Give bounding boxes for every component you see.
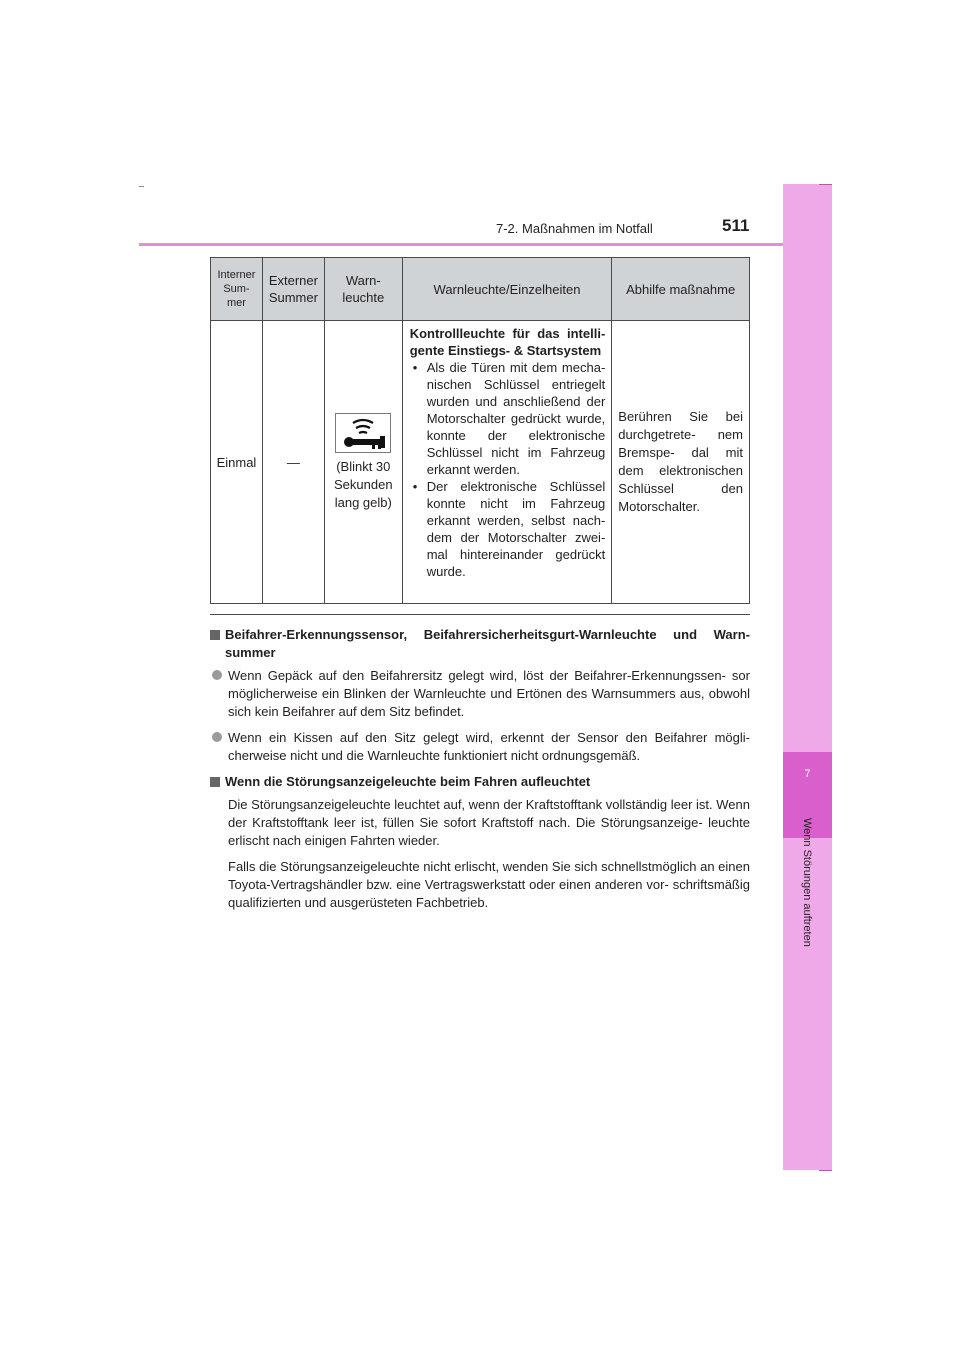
cell-details [402, 321, 612, 604]
detail-bullet: • Als die Türen mit dem mecha- nischen Schlüssel entriegelt wurden und anschließend der Motorschalter gedrückt wurde, konnte der elektronische Schlüssel nicht im Fahrzeug erkannt werden. [410, 359, 606, 478]
square-bullet-icon [210, 777, 220, 787]
chapter-title: Wenn Störungen auftreten [801, 818, 813, 947]
section-divider [210, 614, 750, 615]
table-row [211, 321, 750, 604]
side-tab-tick-bottom [819, 1170, 832, 1171]
list-item-text: Wenn Gepäck auf den Beifahrersitz gelegt wird, löst der Beifahrer-Erkennungssen- sor möglicherweise ein Blinken der Warnleuchte und Ertönen des Warnsummers aus, obwohl sich kein Beifahrer auf dem Sitz befindet. [228, 668, 750, 719]
header-rule [139, 243, 832, 246]
icon-blink-note: (Blinkt 30 Sekunden lang gelb) [334, 458, 393, 510]
paragraph: Falls die Störungsanzeigeleuchte nicht erlischt, wenden Sie sich schnellstmöglich an einen Toyota-Vertragshändler bzw. eine Vertragswerkstatt oder einen anderen vor- schriftsmäßig qualifizierten und ausgerüsteten Fachbetrieb. [228, 859, 750, 910]
section-title: 7-2. Maßnahmen im Notfall [496, 221, 653, 236]
chapter-side-tab [783, 184, 832, 1170]
header-details: Warnleuchte/Einzelheiten [402, 258, 612, 321]
detail-bullet-list [410, 359, 606, 580]
circle-bullet-icon [212, 732, 222, 742]
header-warning-light: Warn- leuchte [324, 258, 402, 321]
section-heading [210, 626, 750, 662]
chapter-number: 7 [804, 768, 811, 780]
cell-external-buzzer: — [262, 321, 324, 604]
page-number: 511 [722, 216, 750, 235]
header-external-buzzer: Externer Summer [262, 258, 324, 321]
header-internal-buzzer: Interner Sum- mer [211, 258, 263, 321]
cell-remedy: Berühren Sie bei durchgetrete- nem Bremspe- dal mit dem elektronischen Schlüssel den Motorschalter. [612, 321, 750, 604]
detail-title: Kontrollleuchte für das intelli- gente Einstiegs- & Startsystem [409, 326, 606, 358]
list-item [210, 729, 750, 765]
section-heading-text: Wenn die Störungsanzeigeleuchte beim Fahren aufleuchtet [225, 774, 591, 789]
section-heading-text: Beifahrer-Erkennungssensor, Beifahrersicherheitsgurt-Warnleuchte und Warn- summer [225, 627, 750, 660]
circle-bullet-icon [212, 670, 222, 680]
warning-table [210, 257, 750, 604]
list-item [210, 667, 750, 721]
paragraph: Die Störungsanzeigeleuchte leuchtet auf, wenn der Kraftstofftank vollständig leer ist. Wenn der Kraftstofftank leer ist, füllen Sie sofort Kraftstoff nach. Die Störungsanzeige- leuchte erlischt nach einigen Fahrten wieder. [228, 797, 750, 848]
corner-mark [139, 186, 144, 187]
table-header-row [211, 258, 750, 321]
cell-internal-buzzer: Einmal [211, 321, 263, 604]
header-remedy: Abhilfe maßnahme [612, 258, 750, 321]
cell-warning-light [324, 321, 402, 604]
square-bullet-icon [210, 630, 220, 640]
section-heading [210, 773, 750, 791]
list-item-text: Wenn ein Kissen auf den Sitz gelegt wird, erkennt der Sensor den Beifahrer mögli- cherweise nicht und die Warnleuchte funktioniert nicht ordnungsgemäß. [228, 730, 750, 763]
side-tab-tick-top [819, 184, 832, 185]
smart-key-indicator-icon [335, 413, 391, 453]
detail-bullet: • Der elektronische Schlüssel konnte nicht im Fahrzeug erkannt werden, selbst nach- dem der Motorschalter zwei- mal hintereinander gedrückt wurde. [410, 478, 606, 580]
notes-content [210, 626, 750, 920]
